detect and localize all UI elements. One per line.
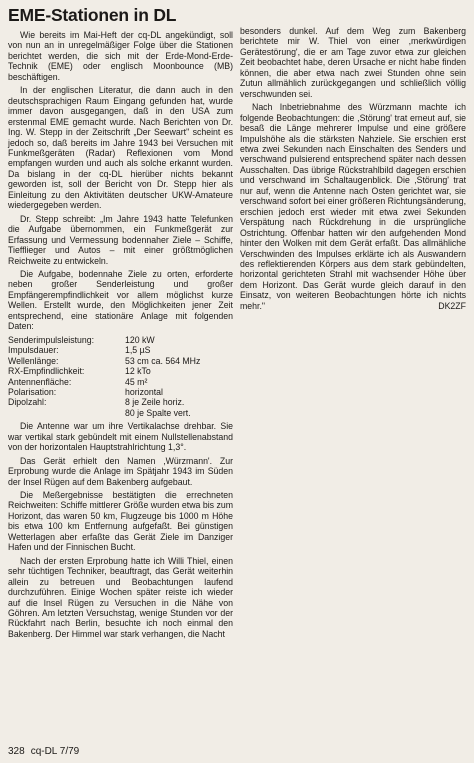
spec-label: RX-Empfindlichkeit: [8,366,85,377]
article-title: EME-Stationen in DL [8,5,177,25]
spec-table [8,335,233,419]
right-paragraph-text: Nach Inbetriebnahme des Würzmann machte ich folgende Beobachtungen: die ,Störung' trat erneut auf, sie besaß die Länge mehrerer Impulse und eine größere Impulshöhe als die stärksten Nahziele. Sie erschien erst etwa zwei Sekunden nach Einschalten des Senders und verschwand pulsierend entsprechend später nach dessen Ausschalten. Das übrige Rückstrahlbild dagegen erschien und verschwand im Schaltaugenblick. Die ,Störung' trat nur auf, wenn die Antenne nach Osten gerichtet war, sie verschwand sofort bei einer größeren Richtungsänderung, erschien jedoch erst wieder mit etwa zwei Sekunden Verspätung nach Rückdrehung in die ursprüngliche Ostrichtung. Offenbar hatten wir den aufgehenden Mond hinter den Wolken mit dem Gerät erfaßt. Das allmähliche Verschwinden des Impulses erklärte ich als Auswandern des reflektierenden Körpers aus dem stark gebündelten, horizontal gerichteten Strahl mit wachsender Höhe über dem Horizont. Das Gerät wurde gleich darauf in den Einsatz, von weiteren Beobachtungen hörte ich nichts mehr." [240,102,466,311]
spec-row [8,397,233,407]
spec-label: Dipolzahl: [8,397,47,408]
spec-label [8,408,125,418]
left-paragraph: Nach der ersten Erprobung hatte ich Willi Thiel, einen sehr tüchtigen Techniker, beauftragt, das Gerät weiterhin allein zu betreuen und Beobachtungen laufend durchzuführen. Einige Wochen später reiste ich wieder auf die Insel Rügen zu Versuchen in die Nähe von Göhren. Am letzten Versuchstag, wenige Stunden vor der Rückfahrt nach Berlin, besuchte ich noch einmal den Bakenberg. Der Himmel war stark verhangen, die Nacht [8,555,233,639]
page-footer [8,746,79,758]
spec-row [8,356,233,366]
publication-issue: cq-DL 7/79 [30,746,80,757]
left-paragraph: In der englischen Literatur, die dann auch in den deutschsprachigen Raum Eingang gefunden hat, wurde immer davon ausgegangen, daß in den USA zum erstenmal EME gemacht wurde. Nach Berichten von Dr. Ing. W. Stepp in der Zeitschrift „Der Seewart" scheint es jedoch so, daß bereits im Jahre 1943 bei Versuchen mit Funkmeßgeräten (Radar) Reflexionen vom Mond empfangen wurden und auch als solche erkannt wurden. Da bislang in der cq-DL hierüber nichts bekannt geworden ist, soll der Bericht von Dr. Stepp hier als Einleitung zu den Aktivitäten deutscher UKW-Amateure wiedergegeben werden. [8,85,233,211]
spec-label: Antennenfläche: [8,376,72,387]
spec-row [8,345,233,355]
left-paragraph: Dr. Stepp schreibt: „Im Jahre 1943 hatte Telefunken die Aufgabe übernommen, ein Funkmeßgerät zur Erfassung und Vermessung bodennaher Ziele – Schiffe, Tiefflieger und Autos – mit einer größtmöglichen Reichweite zu entwickeln. [8,213,233,266]
left-paragraph: Die Meßergebnisse bestätigten die errechneten Reichweiten: Schiffe mittlerer Größe wurden etwa bis zum Horizont, das waren 50 km, Flugzeuge bis 1000 m Höhe bis etwa 100 km Entfernung aufgefaßt. Bei günstigen Wetterlagen aber erfaßte das Gerät Ziele im Danziger Hafen und der Finnischen Bucht. [8,490,233,553]
author-signature: DK2ZF [438,300,466,311]
spec-value: 1,5 µS [125,345,151,356]
spec-label: Senderimpulsleistung: [8,334,95,345]
spec-value: 53 cm ca. 564 MHz [125,355,201,366]
spec-label: Wellenlänge: [8,355,59,366]
right-column [240,26,466,314]
page-number: 328 [8,746,25,757]
spec-value: horizontal [125,386,163,397]
spec-row [8,366,233,376]
spec-row [8,408,233,418]
spec-row [8,335,233,345]
left-column [8,30,233,642]
spec-value: 12 kTo [125,366,151,377]
left-paragraph: Die Aufgabe, bodennahe Ziele zu orten, erforderte neben großer Senderleistung und großer Empfängerempfindlichkeit vor allem möglichst kurze Wellen. Erstellt wurde, den Möglichkeiten jener Zeit entsprechend, eine stationäre Anlage mit folgenden Daten: [8,268,233,332]
spec-value: 120 kW [125,334,155,345]
spec-label: Polarisation: [8,386,57,397]
left-paragraph: Das Gerät erhielt den Namen ,Würzmann'. Zur Erprobung wurde die Anlage im Spätjahr 1943 im Süden der Insel Rügen auf dem Bakenberg aufgebaut. [8,455,233,487]
spec-value: 80 je Spalte vert. [125,407,191,418]
right-paragraph: besonders dunkel. Auf dem Weg zum Bakenberg berichtete mir W. Thiel von einer ,merkwürdigen Gerätestörung', die er am Tage zuvor etwa zur gleichen Zeit beobachtet habe, deren Ursache er nicht habe finden können, die aber etwa nach zwei Stunden ohne sein Zutun allmählich zurückgegangen und schließlich völlig verschwunden sei. [240,26,466,99]
left-paragraph: Die Antenne war um ihre Vertikalachse drehbar. Sie war vertikal stark gebündelt mit einem Nullstellenabstand von der horizontalen Hauptstrahlrichtung 1,3°. [8,421,233,453]
right-paragraph [240,102,466,311]
spec-value: 8 je Zeile horiz. [125,397,185,408]
spec-row [8,387,233,397]
spec-label: Impulsdauer: [8,345,59,356]
spec-row [8,377,233,387]
spec-value: 45 m² [125,376,148,387]
left-paragraph: Wie bereits im Mai-Heft der cq-DL angekündigt, soll von nun an in unregelmäßiger Folge über die Stationen berichtet werden, die sich mit der Erde-Mond-Erde-Technik (EME) oder englisch Moonbounce (MB) beschäftigen. [8,30,233,82]
